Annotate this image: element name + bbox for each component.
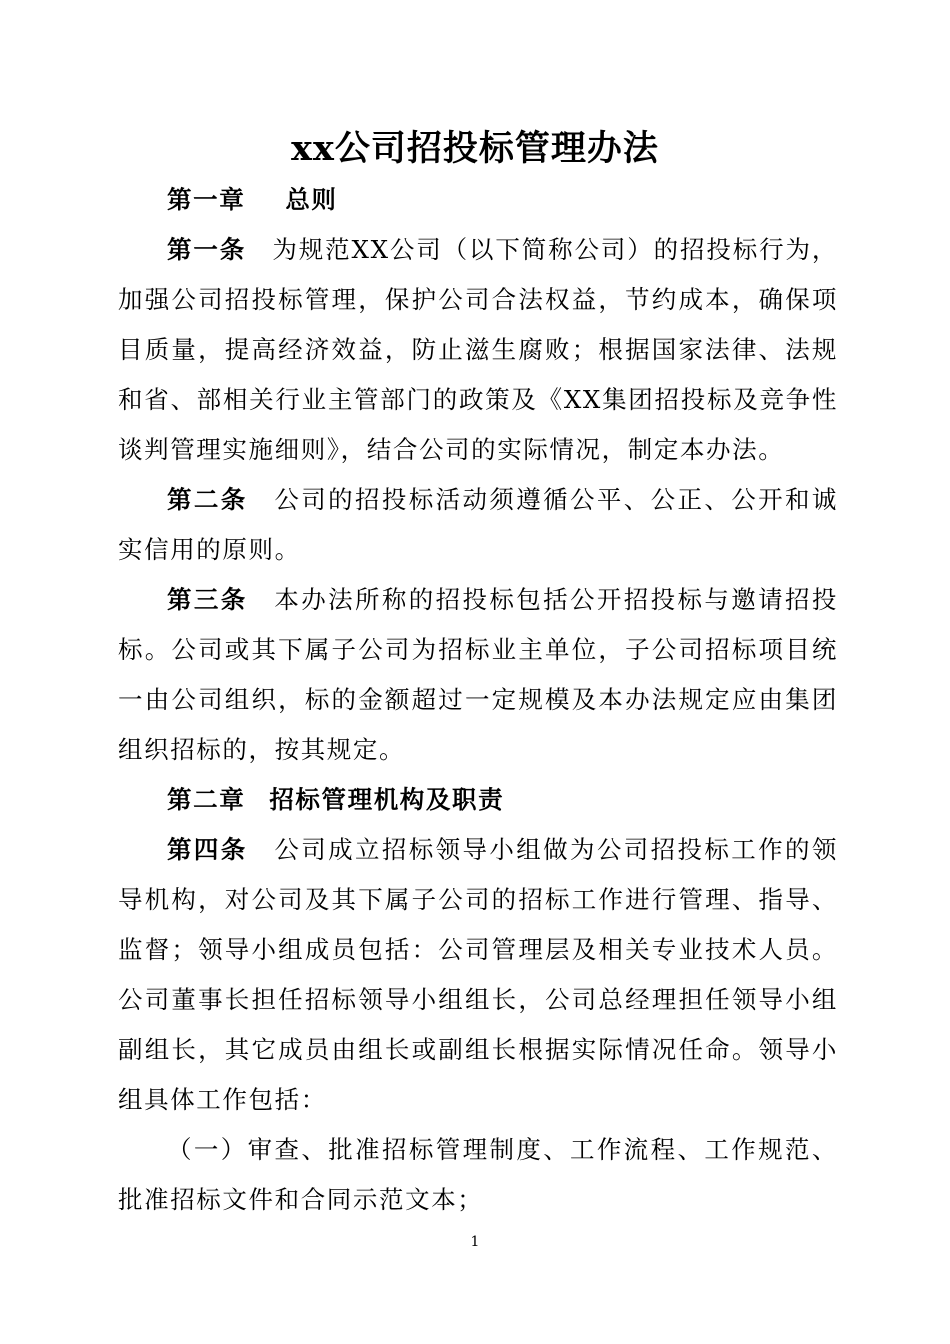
chapter-heading-1 (118, 175, 838, 225)
document-title: xx公司招投标管理办法 (291, 128, 659, 169)
article-paragraph-3 (118, 575, 838, 775)
article-paragraph-1 (118, 225, 838, 475)
article-text: 为规范XX公司（以下简称公司）的招投标行为，加强公司招投标管理，保护公司合法权益，节约成本，确保项目质量，提高经济效益，防止滋生腐败；根据国家法律、法规和省、部相关行业主管部门的政策及《XX集团招投标及竞争性谈判管理实施细则》，结合公司的实际情况，制定本办法。 (118, 235, 838, 464)
list-item-1: （一）审查、批准招标管理制度、工作流程、工作规范、批准招标文件和合同示范文本； (118, 1135, 838, 1214)
chapter-number: 第一章 (167, 185, 246, 214)
chapter-name: 总则 (285, 185, 338, 214)
page-number: 1 (470, 1234, 480, 1250)
chapter-heading-2 (118, 775, 838, 825)
chapter-name: 招标管理机构及职责 (269, 785, 505, 814)
document-body (118, 175, 838, 1225)
article-label: 第一条 (167, 235, 247, 264)
article-label: 第三条 (167, 585, 248, 614)
article-label: 第四条 (167, 835, 248, 864)
article-paragraph-4 (118, 825, 838, 1125)
article-paragraph-2 (118, 475, 838, 575)
article-label: 第二条 (167, 485, 248, 514)
article-text: 公司成立招标领导小组做为公司招投标工作的领导机构，对公司及其下属子公司的招标工作进行管理、指导、监督；领导小组成员包括：公司管理层及相关专业技术人员。公司董事长担任招标领导小组组长，公司总经理担任领导小组副组长，其它成员由组长或副组长根据实际情况任命。领导小组具体工作包括： (118, 835, 838, 1114)
article-text: 公司的招投标活动须遵循公平、公正、公开和诚实信用的原则。 (118, 485, 838, 564)
chapter-number: 第二章 (167, 785, 246, 814)
article-text: 本办法所称的招投标包括公开招投标与邀请招投标。公司或其下属子公司为招标业主单位，子公司招标项目统一由公司组织，标的金额超过一定规模及本办法规定应由集团组织招标的，按其规定。 (118, 585, 838, 764)
